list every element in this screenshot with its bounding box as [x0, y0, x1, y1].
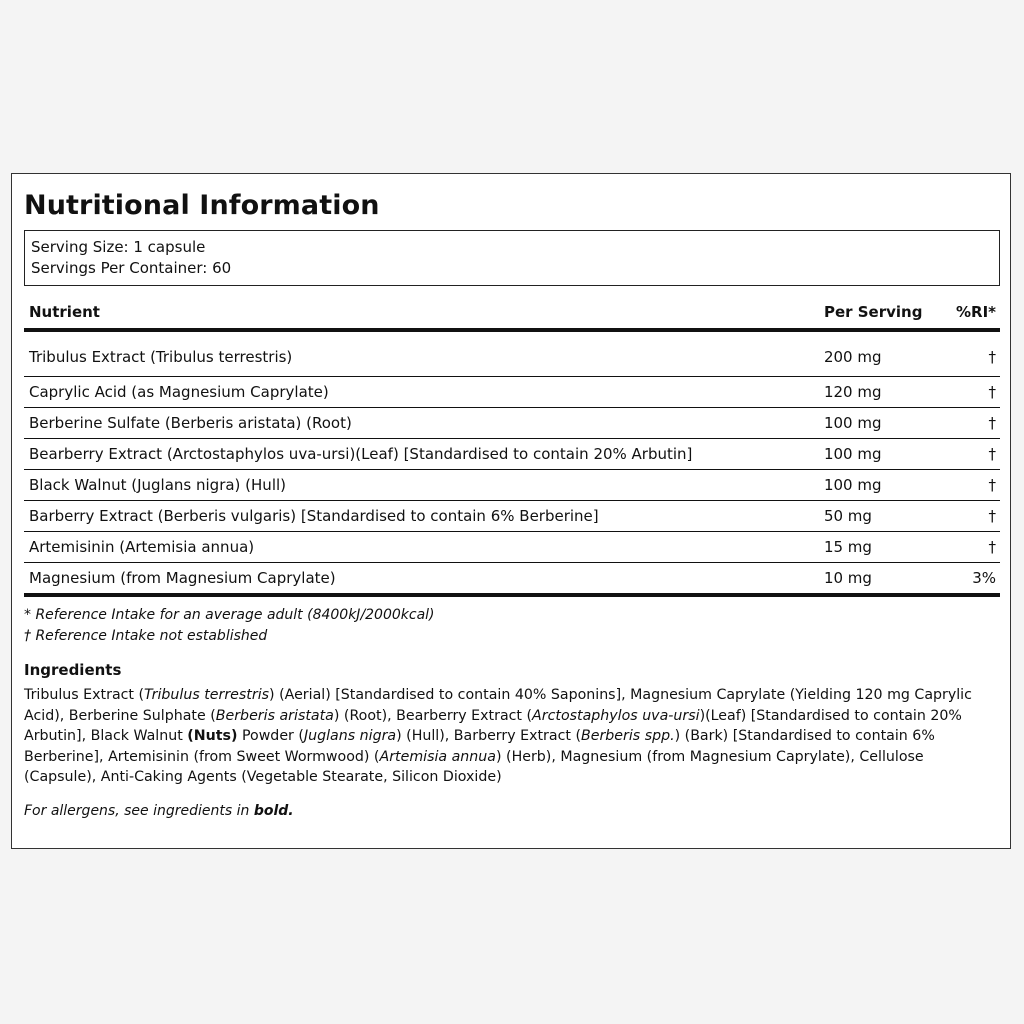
ingredients-text	[24, 685, 999, 788]
allergen-ingredient: (Nuts)	[187, 728, 238, 744]
table-row	[24, 377, 1000, 408]
nutrient-name-cell: Magnesium (from Magnesium Caprylate)	[24, 563, 819, 596]
header-per-serving: Per Serving	[819, 295, 951, 330]
table-row	[24, 563, 1000, 596]
per-serving-cell: 100 mg	[819, 470, 951, 501]
ingredient-text-segment: Arctostaphylos uva-ursi	[532, 707, 700, 724]
table-row	[24, 470, 1000, 501]
footnotes	[24, 605, 435, 647]
table-header-row	[24, 295, 1000, 330]
allergen-note-prefix: For allergens, see ingredients in	[24, 803, 254, 819]
nutrient-name-cell: Tribulus Extract (Tribulus terrestris)	[24, 330, 819, 377]
table-row	[24, 501, 1000, 532]
ingredient-text-segment: Berberis aristata	[215, 707, 334, 724]
per-serving-cell: 100 mg	[819, 439, 951, 470]
per-serving-cell: 120 mg	[819, 377, 951, 408]
header-nutrient: Nutrient	[24, 295, 819, 330]
ri-cell: †	[951, 408, 1000, 439]
nutrient-name-cell: Bearberry Extract (Arctostaphylos uva-ursi)(Leaf) [Standardised to contain 20% Arbutin]	[24, 439, 819, 470]
table-row	[24, 408, 1000, 439]
ingredient-text-segment: Berberis spp.	[580, 728, 675, 744]
ri-cell: †	[951, 532, 1000, 563]
ingredient-text-segment: ) (Root), Bearberry Extract (	[333, 707, 533, 724]
servings-per-container: Servings Per Container: 60	[31, 259, 232, 277]
allergen-note-emphasis: bold.	[253, 803, 294, 819]
per-serving-cell: 15 mg	[819, 532, 951, 563]
nutrient-table	[24, 295, 1000, 597]
ingredient-text-segment: ) (Herb), Magnesium (from Magnesium Caprylate), Cellulose (Capsule), Anti-Caking Agents (Vegetable Stearate, Silicon Dioxide)	[24, 748, 924, 785]
ri-cell: †	[951, 501, 1000, 532]
ingredient-text-segment: Artemisia annua	[379, 748, 496, 765]
nutrient-name-cell: Barberry Extract (Berberis vulgaris) [Standardised to contain 6% Berberine]	[24, 501, 819, 532]
ri-cell: 3%	[951, 563, 1000, 596]
ingredient-text-segment: Juglans nigra	[303, 728, 397, 744]
nutrient-name-cell: Caprylic Acid (as Magnesium Caprylate)	[24, 377, 819, 408]
per-serving-cell: 100 mg	[819, 408, 951, 439]
footnote-not-established: † Reference Intake not established	[24, 628, 268, 644]
serving-size: Serving Size: 1 capsule	[31, 238, 206, 256]
ingredient-text-segment: ) (Hull), Barberry Extract (	[396, 728, 581, 744]
serving-info-box	[24, 230, 1000, 286]
header-ri: %RI*	[951, 295, 1000, 330]
ingredients-heading: Ingredients	[24, 661, 122, 679]
ri-cell: †	[951, 470, 1000, 501]
per-serving-cell: 50 mg	[819, 501, 951, 532]
table-row	[24, 532, 1000, 563]
nutrition-panel	[11, 173, 1011, 849]
ingredient-text-segment: )(Leaf) [Standardised to contain 20% Arbutin], Black Walnut	[24, 707, 962, 744]
nutrient-name-cell: Berberine Sulfate (Berberis aristata) (Root)	[24, 408, 819, 439]
ri-cell: †	[951, 330, 1000, 377]
per-serving-cell: 10 mg	[819, 563, 951, 596]
footnote-ri: * Reference Intake for an average adult (8400kJ/2000kcal)	[24, 607, 435, 623]
ri-cell: †	[951, 439, 1000, 470]
ingredient-text-segment: ) (Bark) [Standardised to contain 6% Berberine], Artemisinin (from Sweet Wormwood) (	[24, 728, 935, 765]
panel-title: Nutritional Information	[24, 190, 380, 221]
ingredient-text-segment: Tribulus terrestris	[144, 687, 270, 703]
ingredient-text-segment: ) (Aerial) [Standardised to contain 40% Saponins], Magnesium Caprylate (Yielding 120 mg Caprylic Acid), Berberine Sulphate (	[24, 687, 972, 724]
nutrient-name-cell: Artemisinin (Artemisia annua)	[24, 532, 819, 563]
per-serving-cell: 200 mg	[819, 330, 951, 377]
nutrient-name-cell: Black Walnut (Juglans nigra) (Hull)	[24, 470, 819, 501]
table-row	[24, 439, 1000, 470]
ri-cell: †	[951, 377, 1000, 408]
ingredient-text-segment: Tribulus Extract (	[24, 687, 145, 703]
table-row	[24, 330, 1000, 377]
allergen-note	[24, 803, 294, 819]
ingredient-text-segment: Powder (	[237, 728, 304, 744]
table-body	[24, 330, 1000, 595]
